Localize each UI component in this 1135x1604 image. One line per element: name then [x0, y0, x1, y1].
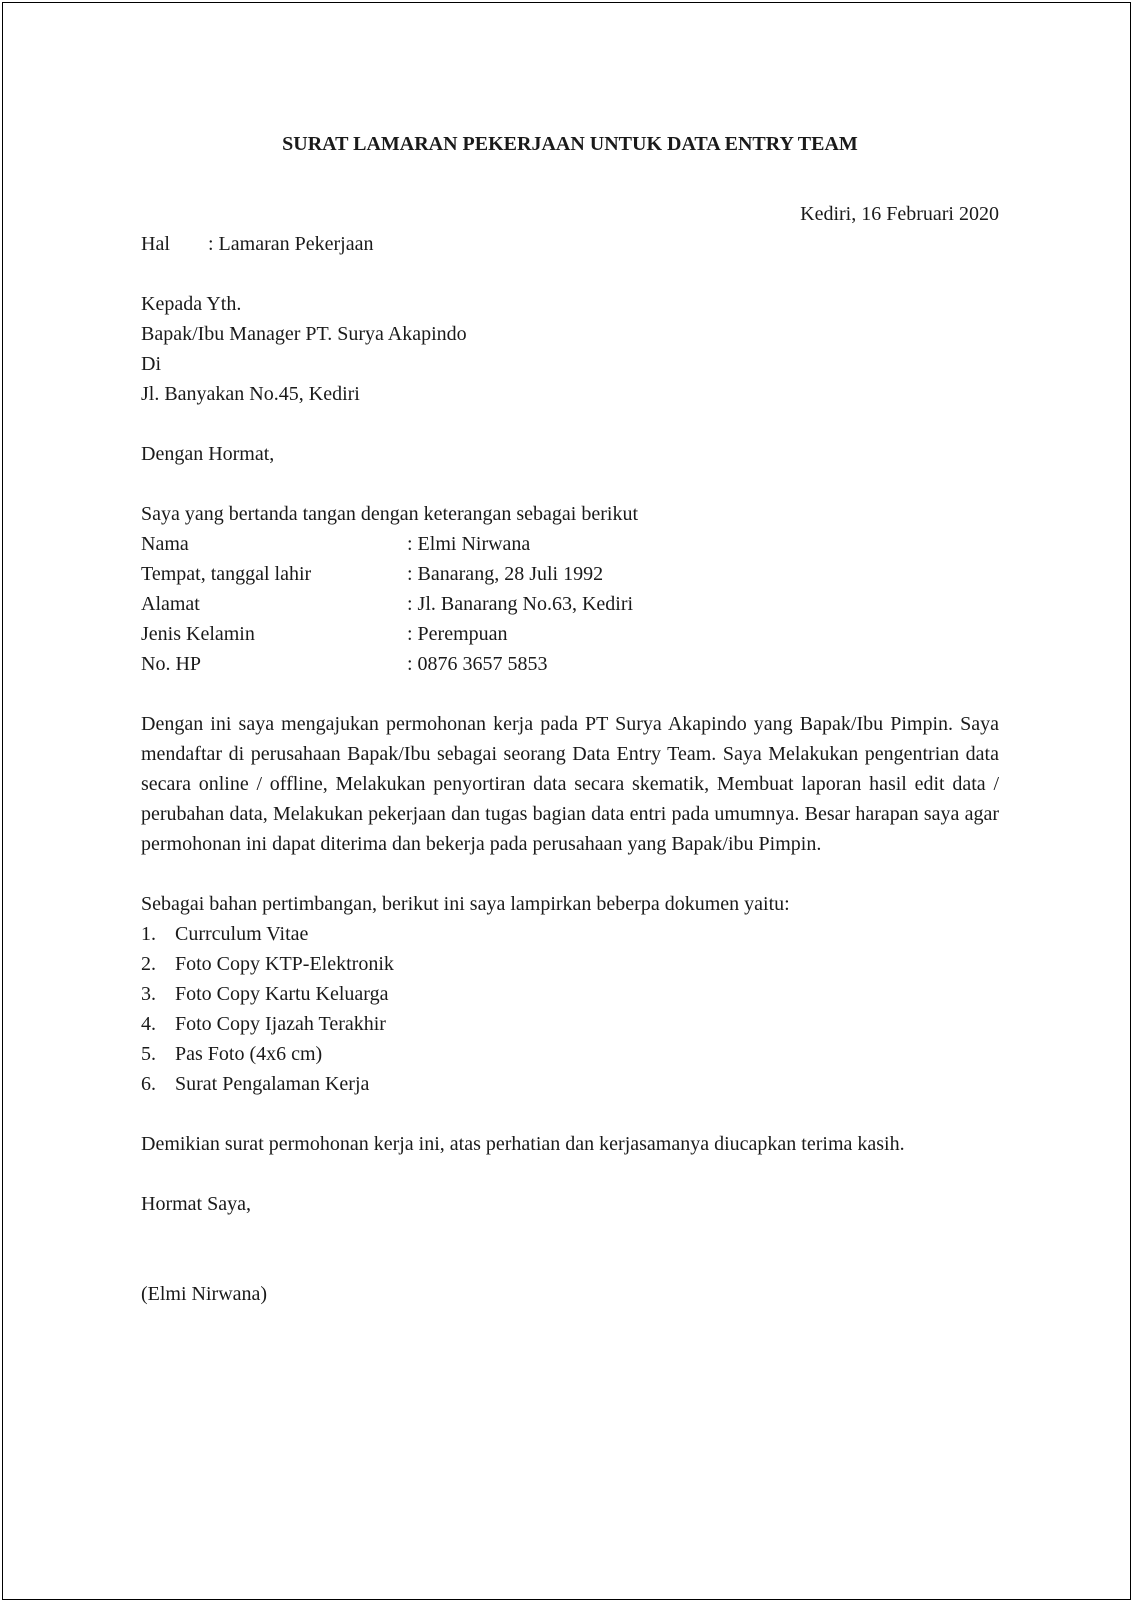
- salutation: Dengan Hormat,: [141, 443, 275, 465]
- details-table: [141, 529, 999, 679]
- detail-label: Tempat, tanggal lahir: [141, 563, 312, 585]
- detail-row: [141, 649, 999, 679]
- subject-key: Hal: [141, 233, 170, 255]
- list-text: Foto Copy Ijazah Terakhir: [175, 1013, 386, 1035]
- list-number: 4.: [141, 1013, 156, 1035]
- list-text: Pas Foto (4x6 cm): [175, 1043, 323, 1065]
- recipient-line: Jl. Banyakan No.45, Kediri: [141, 383, 360, 405]
- closing-paragraph: Demikian surat permohonan kerja ini, atas perhatian dan kerjasamanya diucapkan terima kasih.: [141, 1133, 905, 1155]
- list-text: Surat Pengalaman Kerja: [175, 1073, 370, 1095]
- letter-title: SURAT LAMARAN PEKERJAAN UNTUK DATA ENTRY TEAM: [282, 133, 858, 155]
- list-item: [141, 949, 999, 979]
- detail-row: [141, 589, 999, 619]
- detail-label: No. HP: [141, 653, 202, 675]
- detail-value: : 0876 3657 5853: [407, 653, 548, 675]
- subject-value: : Lamaran Pekerjaan: [208, 233, 374, 255]
- attachments-list: [141, 919, 999, 1099]
- recipient-line: Di: [141, 353, 161, 375]
- detail-value: : Perempuan: [407, 623, 508, 645]
- recipient-block: [141, 289, 999, 409]
- list-text: Foto Copy KTP-Elektronik: [175, 953, 394, 975]
- detail-row: [141, 529, 999, 559]
- letter-content: [141, 129, 999, 1309]
- list-item: [141, 979, 999, 1009]
- list-number: 5.: [141, 1043, 156, 1065]
- attachments-intro: Sebagai bahan pertimbangan, berikut ini saya lampirkan beberpa dokumen yaitu:: [141, 893, 790, 915]
- signoff: Hormat Saya,: [141, 1193, 251, 1215]
- list-item: [141, 1039, 999, 1069]
- letter-page: [2, 2, 1131, 1600]
- detail-label: Nama: [141, 533, 189, 555]
- body-paragraph: Dengan ini saya mengajukan permohonan kerja pada PT Surya Akapindo yang Bapak/Ibu Pimpin. Saya mendaftar di perusahaan Bapak/Ibu sebagai seorang Data Entry Team. Saya Melakukan pengentrian data secara online / offline, Melakukan penyortiran data secara skematik, Membuat laporan hasil edit data / perubahan data, Melakukan pekerjaan dan tugas bagian data entri pada umumnya. Besar harapan saya agar permohonan ini dapat diterima dan bekerja pada perusahaan yang Bapak/ibu Pimpin.: [141, 713, 999, 855]
- recipient-line: Bapak/Ibu Manager PT. Surya Akapindo: [141, 323, 467, 345]
- list-item: [141, 1009, 999, 1039]
- list-number: 2.: [141, 953, 156, 975]
- list-text: Currculum Vitae: [175, 923, 309, 945]
- list-item: [141, 919, 999, 949]
- detail-label: Jenis Kelamin: [141, 623, 255, 645]
- detail-row: [141, 619, 999, 649]
- list-item: [141, 1069, 999, 1099]
- details-intro: Saya yang bertanda tangan dengan keterangan sebagai berikut: [141, 503, 639, 525]
- detail-value: : Elmi Nirwana: [407, 533, 531, 555]
- detail-value: : Jl. Banarang No.63, Kediri: [407, 593, 634, 615]
- list-number: 3.: [141, 983, 156, 1005]
- detail-value: : Banarang, 28 Juli 1992: [407, 563, 604, 585]
- signature-name: (Elmi Nirwana): [141, 1283, 268, 1305]
- list-number: 1.: [141, 923, 156, 945]
- list-number: 6.: [141, 1073, 156, 1095]
- detail-row: [141, 559, 999, 589]
- recipient-line: Kepada Yth.: [141, 293, 242, 315]
- letter-subject: [141, 229, 999, 259]
- detail-label: Alamat: [141, 593, 200, 615]
- letter-date: Kediri, 16 Februari 2020: [800, 203, 999, 225]
- list-text: Foto Copy Kartu Keluarga: [175, 983, 389, 1005]
